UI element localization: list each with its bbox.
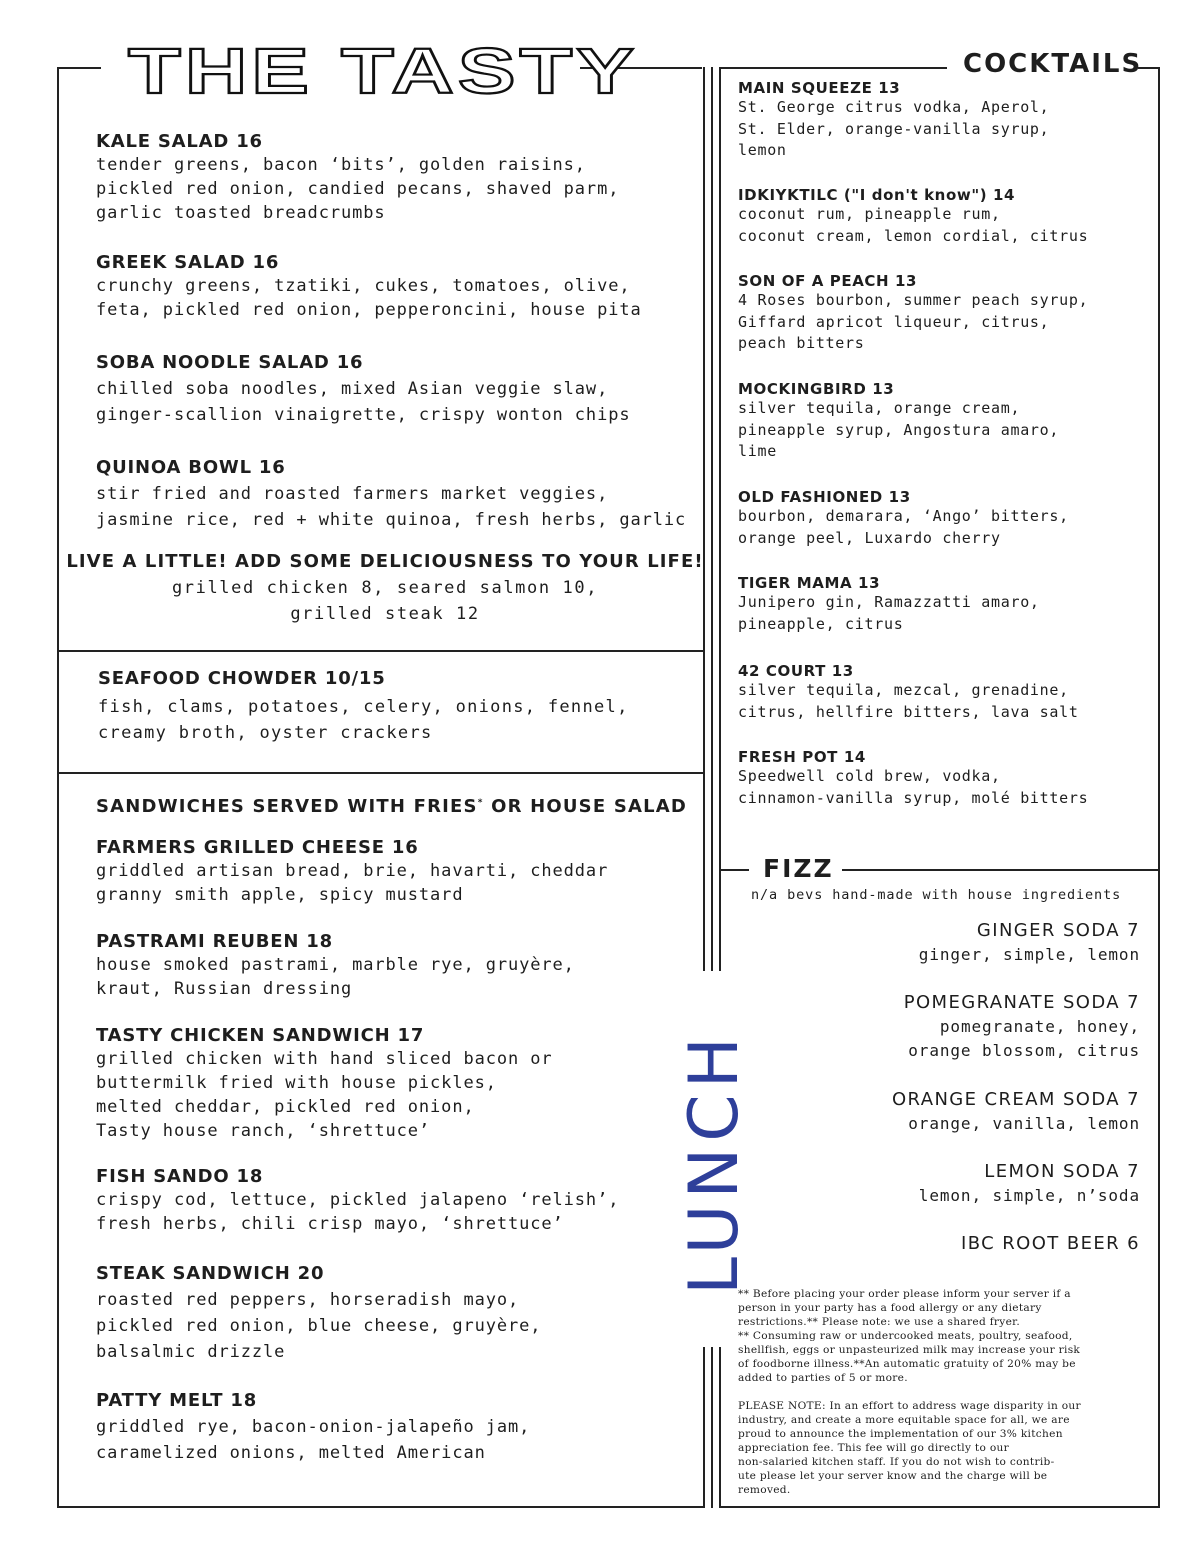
cocktail-idkiyktilc [738,186,1148,247]
cocktail-42-court [738,662,1148,723]
frame-bottom-right [721,1506,1160,1508]
fizz-pomegranate-soda [780,992,1140,1063]
frame-right-edge [1158,67,1160,1508]
item-title: PASTRAMI REUBEN 18 [96,931,333,952]
item-description: house smoked pastrami, marble rye, gruyère, kraut, Russian dressing [96,955,575,999]
allergy-note: ** Before placing your order please inform your server if a person in your party has a food allergy or any dietary restrictions.** Please note: we use a shared fryer. ** Consuming raw or undercooked meats, poultry, seafood, shellfish, eggs or unpasteurized milk may increase your risk of foodborne illness.**An automatic gratuity of 20% may be added to parties of 5 or more. [738,1288,1081,1384]
addons-description: grilled chicken 8, seared salmon 10, grilled steak 12 [171,578,599,624]
item-description: chilled soba noodles, mixed Asian veggie slaw, ginger-scallion vinaigrette, crispy wonton chips [96,379,631,425]
menu-item-quinoa-bowl [96,457,706,533]
cocktail-title: OLD FASHIONED 13 [738,488,911,506]
cocktail-description: Speedwell cold brew, vodka, cinnamon-vanilla syrup, molé bitters [738,767,1089,807]
cocktail-main-squeeze [738,79,1148,162]
item-title: STEAK SANDWICH 20 [96,1263,325,1284]
frame-bottom-left [57,1506,704,1508]
cocktail-description: St. George citrus vodka, Aperol, St. Elder, orange-vanilla syrup, lemon [738,98,1050,159]
menu-item-greek-salad [96,252,706,322]
menu-item-patty-melt [96,1390,706,1466]
sandwiches-header-tail: OR HOUSE SALAD [483,796,688,817]
cocktail-title: SON OF A PEACH 13 [738,272,918,290]
item-title: SOBA NOODLE SALAD 16 [96,352,364,373]
fizz-rule-right [842,869,1158,871]
item-title: GREEK SALAD 16 [96,252,280,273]
fizz-description: ginger, simple, lemon [918,945,1140,964]
addons-title: LIVE A LITTLE! ADD SOME DELICIOUSNESS TO YOUR LIFE! [66,551,704,572]
divider-after-chowder [57,772,704,774]
center-rule-2-lower [711,1347,713,1508]
fizz-ibc-root-beer [780,1233,1140,1254]
cocktail-title: TIGER MAMA 13 [738,574,881,592]
cocktail-mockingbird [738,380,1148,463]
item-description: crispy cod, lettuce, pickled jalapeno ‘relish’, fresh herbs, chili crisp mayo, ‘shrettuce’ [96,1190,620,1234]
cocktail-description: 4 Roses bourbon, summer peach syrup, Giffard apricot liqueur, citrus, peach bitters [738,291,1089,352]
fizz-description: pomegranate, honey, orange blossom, citrus [908,1017,1140,1060]
frame-left-edge [57,67,59,1508]
item-title: TASTY CHICKEN SANDWICH 17 [96,1025,425,1046]
item-description: crunchy greens, tzatiki, cukes, tomatoes, olive, feta, pickled red onion, pepperoncini, house pita [96,276,642,320]
menu-item-fish-sando [96,1166,706,1236]
cocktail-description: silver tequila, mezcal, grenadine, citrus, hellfire bitters, lava salt [738,681,1079,721]
cocktail-title: FRESH POT 14 [738,748,866,766]
cocktail-fresh-pot [738,748,1148,809]
kitchen-fee-note: PLEASE NOTE: In an effort to address wage disparity in our industry, and create a more equitable space for all, we are proud to announce the implementation of our 3% kitchen appreciation fee. This fee will go directly to our non-salaried kitchen staff. If you do not wish to contrib- ute please let your server know and the charge will be removed. [738,1400,1081,1496]
lunch-label: LUNCH [685,993,745,1333]
cocktail-description: bourbon, demarara, ‘Ango’ bitters, orange peel, Luxardo cherry [738,507,1069,547]
fizz-rule-left [721,869,749,871]
item-description: tender greens, bacon ‘bits’, golden raisins, pickled red onion, candied pecans, shaved parm, garlic toasted breadcrumbs [96,155,620,223]
item-description: grilled chicken with hand sliced bacon or buttermilk fried with house pickles, melted cheddar, pickled red onion, Tasty house ranch, ‘shrettuce’ [96,1049,553,1141]
divider-before-chowder [57,650,704,652]
fizz-title: POMEGRANATE SODA 7 [903,992,1140,1013]
frame-top-left-short [57,67,101,69]
fizz-orange-cream-soda [780,1089,1140,1136]
sandwiches-header-text: SANDWICHES SERVED WITH FRIES [96,796,478,817]
sandwiches-header [96,796,687,817]
item-description: griddled rye, bacon-onion-jalapeño jam, caramelized onions, melted American [96,1417,531,1463]
cocktail-son-of-a-peach [738,272,1148,355]
cocktail-title: 42 COURT 13 [738,662,854,680]
brand-logo: THE TASTY [128,35,639,107]
cocktail-description: coconut rum, pineapple rum, coconut cream, lemon cordial, citrus [738,205,1089,245]
item-title: SEAFOOD CHOWDER 10/15 [98,668,386,689]
center-rule-3-lower [719,1347,721,1508]
item-title: KALE SALAD 16 [96,131,263,152]
fizz-header: FIZZ [763,854,834,883]
cocktail-title: MOCKINGBIRD 13 [738,380,895,398]
item-title: QUINOA BOWL 16 [96,457,286,478]
fizz-title: GINGER SODA 7 [976,920,1140,941]
item-description: fish, clams, potatoes, celery, onions, fennel, creamy broth, oyster crackers [98,697,629,743]
fizz-ginger-soda [780,920,1140,967]
fizz-title: IBC ROOT BEER 6 [961,1233,1140,1254]
addons-section [60,551,710,627]
menu-item-kale-salad [96,131,706,225]
item-description: roasted red peppers, horseradish mayo, pickled red onion, blue cheese, gruyère, balsalmic drizzle [96,1290,542,1362]
cocktail-tiger-mama [738,574,1148,635]
item-description: stir fried and roasted farmers market veggies, jasmine rice, red + white quinoa, fresh herbs, garlic [96,484,687,530]
cocktail-old-fashioned [738,488,1148,549]
frame-top-right-short [721,67,947,69]
center-rule-2 [711,67,713,971]
menu-item-steak-sandwich [96,1263,706,1365]
menu-item-tasty-chicken-sandwich [96,1025,706,1143]
fries-footnote-mark: * [477,798,484,808]
item-title: PATTY MELT 18 [96,1390,258,1411]
cocktail-description: silver tequila, orange cream, pineapple syrup, Angostura amaro, lime [738,399,1060,460]
item-description: griddled artisan bread, brie, havarti, cheddar granny smith apple, spicy mustard [96,861,609,905]
menu-item-soba-noodle-salad [96,352,706,428]
cocktails-header: COCKTAILS [963,49,1143,79]
fizz-lemon-soda [780,1161,1140,1208]
center-rule-3 [719,67,721,971]
cocktail-title: IDKIYKTILC ("I don't know") 14 [738,186,1016,204]
cocktail-description: Junipero gin, Ramazzatti amaro, pineapple, citrus [738,593,1040,633]
fizz-description: lemon, simple, n’soda [918,1186,1140,1205]
menu-item-pastrami-reuben [96,931,706,1001]
menu-item-farmers-grilled-cheese [96,837,706,907]
fizz-title: ORANGE CREAM SODA 7 [891,1089,1140,1110]
fizz-description: orange, vanilla, lemon [908,1114,1140,1133]
fizz-subtitle: n/a bevs hand-made with house ingredients [751,887,1122,903]
fizz-title: LEMON SODA 7 [984,1161,1140,1182]
item-title: FISH SANDO 18 [96,1166,264,1187]
menu-item-seafood-chowder [98,668,708,746]
item-title: FARMERS GRILLED CHEESE 16 [96,837,419,858]
cocktail-title: MAIN SQUEEZE 13 [738,79,901,97]
